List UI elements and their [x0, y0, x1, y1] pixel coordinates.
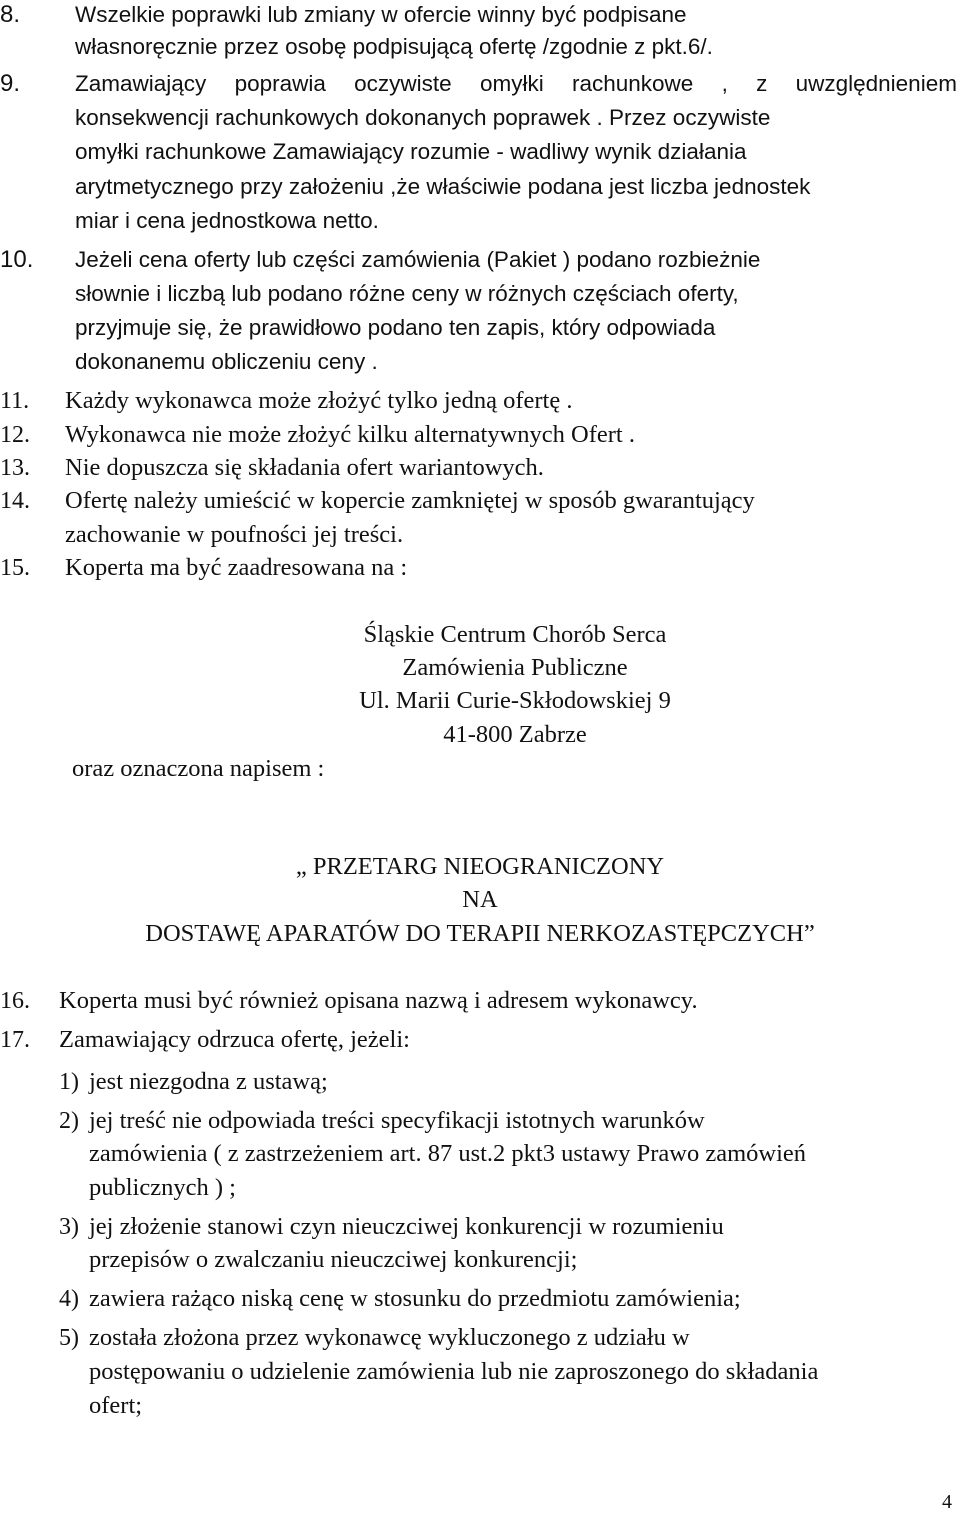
- item-9-line-4: arytmetycznego przy założeniu ,że właściwie podana jest liczba jednostek: [75, 174, 811, 199]
- reason-number: 4): [59, 1286, 79, 1312]
- tender-title-line-2: NA: [462, 886, 498, 913]
- item-9-line-1: Zamawiający poprawia oczywiste omyłki rachunkowe , z uwzględnieniem: [75, 71, 957, 96]
- item-14-line-1: Ofertę należy umieścić w kopercie zamkniętej w sposób gwarantujący: [65, 487, 755, 514]
- reason-number: 2): [59, 1108, 79, 1134]
- item-13-text: Nie dopuszcza się składania ofert wariantowych.: [65, 454, 544, 481]
- item-number: 11.: [0, 388, 30, 414]
- address-line-1: Śląskie Centrum Chorób Serca: [363, 621, 667, 648]
- address-line-2: Zamówienia Publiczne: [402, 654, 628, 681]
- address-line-4: 41-800 Zabrze: [443, 721, 587, 748]
- item-number: 14.: [0, 488, 30, 514]
- item-10-line-3: przyjmuje się, że prawidłowo podano ten zapis, który odpowiada: [75, 315, 716, 340]
- reason-3-line-2: przepisów o zwalczaniu nieuczciwej konkurencji;: [89, 1246, 578, 1273]
- item-16-text: Koperta musi być również opisana nazwą i adresem wykonawcy.: [59, 987, 698, 1014]
- item-17-text: Zamawiający odrzuca ofertę, jeżeli:: [59, 1026, 410, 1053]
- reason-number: 3): [59, 1214, 79, 1240]
- item-15-text: Koperta ma być zaadresowana na :: [65, 554, 408, 581]
- item-number: 10.: [0, 246, 34, 273]
- item-number: 8.: [0, 1, 21, 28]
- tender-title-line-3: DOSTAWĘ APARATÓW DO TERAPII NERKOZASTĘPCZYCH”: [145, 920, 815, 947]
- page-number: 4: [942, 1491, 952, 1513]
- reason-number: 5): [59, 1325, 79, 1351]
- reason-2-line-1: jej treść nie odpowiada treści specyfikacji istotnych warunków: [89, 1107, 705, 1134]
- reason-5-line-2: postępowaniu o udzielenie zamówienia lub nie zaproszonego do składania: [89, 1358, 819, 1385]
- item-number: 13.: [0, 455, 30, 481]
- reason-4-line-1: zawiera rażąco niską cenę w stosunku do przedmiotu zamówienia;: [89, 1285, 741, 1312]
- tender-title-line-1: „ PRZETARG NIEOGRANICZONY: [295, 853, 665, 880]
- reason-1-line-1: jest niezgodna z ustawą;: [89, 1068, 328, 1095]
- reason-5-line-3: ofert;: [89, 1392, 143, 1419]
- item-9-line-2: konsekwencji rachunkowych dokonanych poprawek . Przez oczywiste: [75, 105, 771, 130]
- item-10-line-4: dokonanemu obliczeniu ceny .: [75, 349, 378, 374]
- item-12-text: Wykonawca nie może złożyć kilku alternatywnych Ofert .: [65, 421, 635, 448]
- item-9-line-5: miar i cena jednostkowa netto.: [75, 208, 379, 233]
- item-10-line-1: Jeżeli cena oferty lub części zamówienia (Pakiet ) podano rozbieżnie: [75, 247, 761, 272]
- reason-3-line-1: jej złożenie stanowi czyn nieuczciwej konkurencji w rozumieniu: [89, 1213, 724, 1240]
- item-8-line-1: Wszelkie poprawki lub zmiany w ofercie winny być podpisane: [75, 2, 687, 27]
- reason-5-line-1: została złożona przez wykonawcę wykluczonego z udziału w: [89, 1324, 690, 1351]
- item-10-line-2: słownie i liczbą lub podano różne ceny w różnych częściach oferty,: [75, 281, 739, 306]
- item-number: 15.: [0, 555, 30, 581]
- item-8-line-2: własnoręcznie przez osobę podpisującą ofertę /zgodnie z pkt.6/.: [75, 34, 713, 59]
- item-number: 12.: [0, 422, 30, 448]
- item-9-line-3: omyłki rachunkowe Zamawiający rozumie - wadliwy wynik działania: [75, 139, 747, 164]
- item-number: 9.: [0, 70, 21, 97]
- marked-label: oraz oznaczona napisem :: [72, 755, 325, 782]
- item-11-text: Każdy wykonawca może złożyć tylko jedną ofertę .: [65, 387, 573, 414]
- reason-2-line-2: zamówienia ( z zastrzeżeniem art. 87 ust.2 pkt3 ustawy Prawo zamówień: [89, 1140, 807, 1167]
- address-line-3: Ul. Marii Curie-Skłodowskiej 9: [359, 687, 671, 714]
- item-number: 17.: [0, 1027, 30, 1053]
- item-14-line-2: zachowanie w poufności jej treści.: [65, 521, 404, 548]
- item-number: 16.: [0, 988, 30, 1014]
- reason-number: 1): [59, 1069, 79, 1095]
- reason-2-line-3: publicznych ) ;: [89, 1174, 236, 1201]
